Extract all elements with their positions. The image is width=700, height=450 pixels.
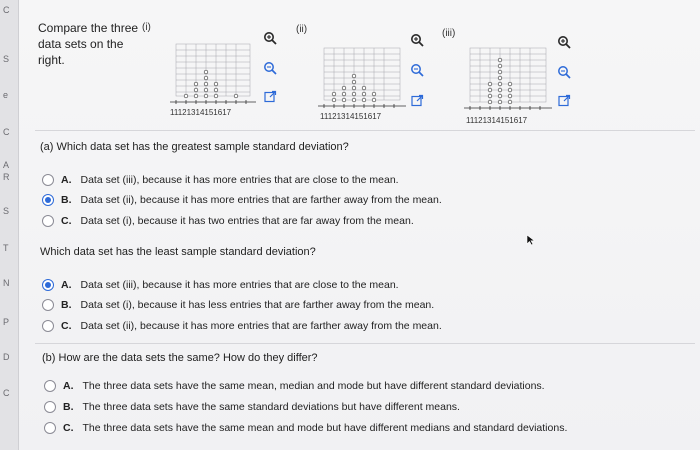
axis-labels-ii: 11121314151617 <box>320 112 382 121</box>
radio-button[interactable] <box>42 320 54 332</box>
dot-plot-ii <box>316 42 408 112</box>
option-letter: B. <box>61 299 72 311</box>
radio-button[interactable] <box>42 299 54 311</box>
left-edge-strip <box>0 0 18 450</box>
radio-button[interactable] <box>44 422 56 434</box>
option-text: The three data sets have the same mean and mode but have different medians and standard deviations. <box>82 422 568 434</box>
zoom-in-icon-ii[interactable] <box>409 32 425 48</box>
option-letter: A. <box>61 279 72 291</box>
option-b-same[interactable] <box>44 401 460 413</box>
option-c-same[interactable] <box>44 422 567 434</box>
option-text: Data set (iii), because it has more entries that are close to the mean. <box>80 279 399 291</box>
edge-letter: e <box>3 90 9 100</box>
set-label-iii: (iii) <box>442 28 456 39</box>
option-letter: C. <box>61 320 72 332</box>
edge-letter: C <box>3 388 10 398</box>
edge-letter: N <box>3 278 10 288</box>
edge-letter: S <box>3 206 10 216</box>
edge-letter: T <box>3 243 9 253</box>
zoom-in-icon-iii[interactable] <box>556 34 572 50</box>
edge-letter: D <box>3 352 10 362</box>
option-letter: C. <box>63 422 74 434</box>
question-a-prompt: (a) Which data set has the greatest sample standard deviation? <box>40 141 349 153</box>
dot-plot-iii <box>462 42 554 114</box>
section-divider <box>35 130 695 131</box>
radio-button-selected[interactable] <box>42 194 54 206</box>
axis-labels-iii: 11121314151617 <box>466 116 528 125</box>
popout-icon-i[interactable] <box>262 88 278 104</box>
option-text: Data set (iii), because it has more entries that are close to the mean. <box>80 174 399 186</box>
radio-button[interactable] <box>42 215 54 227</box>
option-letter: A. <box>63 380 74 392</box>
option-b-least[interactable] <box>42 299 434 311</box>
option-text: Data set (i), because it has two entries that are far away from the mean. <box>80 215 414 227</box>
edge-letter: S <box>3 54 10 64</box>
axis-labels-i: 11121314151617 <box>170 108 232 117</box>
set-label-ii: (ii) <box>296 24 308 35</box>
option-letter: B. <box>63 401 74 413</box>
edge-letter: A <box>3 160 10 170</box>
option-letter: B. <box>61 194 72 206</box>
mouse-pointer-icon <box>526 233 536 251</box>
option-b-greatest[interactable] <box>42 194 442 206</box>
option-a-greatest[interactable] <box>42 174 399 186</box>
zoom-out-icon-i[interactable] <box>262 60 278 76</box>
question-b-prompt: (b) How are the data sets the same? How do they differ? <box>42 352 318 364</box>
option-c-least[interactable] <box>42 320 442 332</box>
dot-plot-i <box>168 40 258 108</box>
option-text: The three data sets have the same mean, median and mode but have different standard deviations. <box>82 380 545 392</box>
edge-letter: P <box>3 317 10 327</box>
popout-icon-ii[interactable] <box>409 92 425 108</box>
set-label-i: (i) <box>142 22 151 33</box>
option-a-least[interactable] <box>42 279 399 291</box>
popout-icon-iii[interactable] <box>556 92 572 108</box>
radio-button-selected[interactable] <box>42 279 54 291</box>
option-c-greatest[interactable] <box>42 215 414 227</box>
option-letter: A. <box>61 174 72 186</box>
question-a2-prompt: Which data set has the least sample standard deviation? <box>40 246 316 258</box>
option-text: Data set (i), because it has less entries that are farther away from the mean. <box>80 299 435 311</box>
option-text: Data set (ii), because it has more entries that are farther away from the mean. <box>80 194 442 206</box>
section-divider <box>35 343 695 344</box>
option-letter: C. <box>61 215 72 227</box>
radio-button[interactable] <box>42 174 54 186</box>
radio-button[interactable] <box>44 380 56 392</box>
edge-letter: C <box>3 5 10 15</box>
zoom-in-icon-i[interactable] <box>262 30 278 46</box>
option-text: The three data sets have the same standard deviations but have different means. <box>82 401 460 413</box>
zoom-out-icon-ii[interactable] <box>409 62 425 78</box>
intro-text: Compare the three data sets on the right. <box>38 21 139 67</box>
option-a-same[interactable] <box>44 380 545 392</box>
zoom-out-icon-iii[interactable] <box>556 64 572 80</box>
radio-button[interactable] <box>44 401 56 413</box>
option-text: Data set (ii), because it has more entries that are farther away from the mean. <box>80 320 442 332</box>
edge-letter: C <box>3 127 10 137</box>
edge-letter: R <box>3 172 10 182</box>
